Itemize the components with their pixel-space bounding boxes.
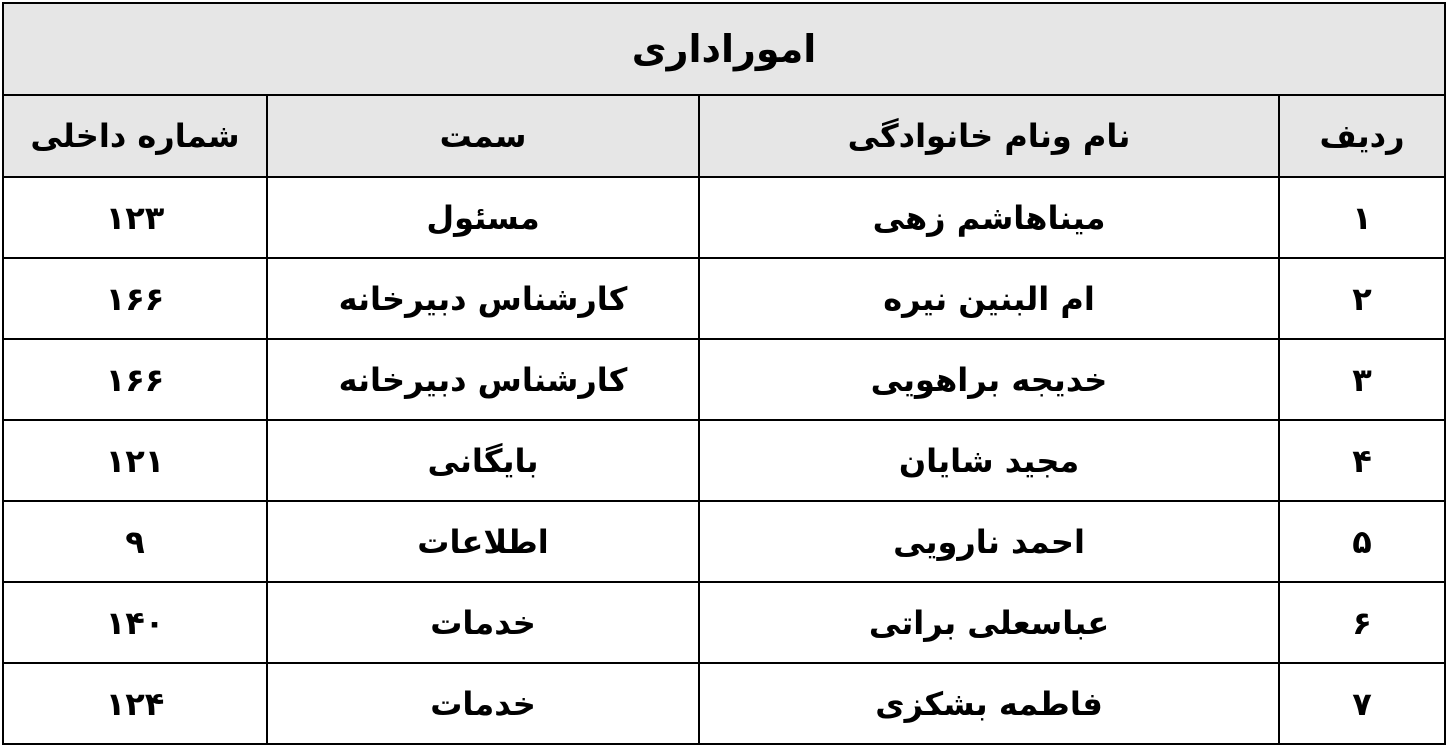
table-row [3, 177, 1445, 258]
row-index: ۷ [1279, 663, 1445, 744]
row-name: ميناهاشم زهى [699, 177, 1279, 258]
table-row [3, 258, 1445, 339]
row-extension: ۱۶۶ [3, 258, 267, 339]
table-row [3, 663, 1445, 744]
row-role: كارشناس دبيرخانه [267, 258, 699, 339]
row-index: ۵ [1279, 501, 1445, 582]
table-header-row [3, 95, 1445, 177]
row-name: خديجه براهويى [699, 339, 1279, 420]
column-header-index: رديف [1279, 95, 1445, 177]
row-name: ام البنين نيره [699, 258, 1279, 339]
column-header-name: نام ونام خانوادگى [699, 95, 1279, 177]
row-name: احمد نارويى [699, 501, 1279, 582]
column-header-role: سمت [267, 95, 699, 177]
row-role: خدمات [267, 582, 699, 663]
row-name: فاطمه بشكزى [699, 663, 1279, 744]
row-name: عباسعلى براتى [699, 582, 1279, 663]
row-extension: ۱۴۰ [3, 582, 267, 663]
row-extension: ۱۲۱ [3, 420, 267, 501]
row-name: مجيد شايان [699, 420, 1279, 501]
row-role: مسئول [267, 177, 699, 258]
row-index: ۲ [1279, 258, 1445, 339]
row-extension: ۱۲۴ [3, 663, 267, 744]
table-row [3, 501, 1445, 582]
table-title: امورادارى [3, 3, 1445, 95]
row-index: ۴ [1279, 420, 1445, 501]
row-index: ۶ [1279, 582, 1445, 663]
row-index: ۱ [1279, 177, 1445, 258]
staff-table [2, 2, 1446, 745]
row-index: ۳ [1279, 339, 1445, 420]
row-role: اطلاعات [267, 501, 699, 582]
row-extension: ۱۶۶ [3, 339, 267, 420]
row-extension: ۹ [3, 501, 267, 582]
row-role: خدمات [267, 663, 699, 744]
row-role: بايگانى [267, 420, 699, 501]
table-title-row [3, 3, 1445, 95]
table-row [3, 582, 1445, 663]
table-row [3, 420, 1445, 501]
row-role: كارشناس دبيرخانه [267, 339, 699, 420]
table-row [3, 339, 1445, 420]
column-header-extension: شماره داخلى [3, 95, 267, 177]
row-extension: ۱۲۳ [3, 177, 267, 258]
